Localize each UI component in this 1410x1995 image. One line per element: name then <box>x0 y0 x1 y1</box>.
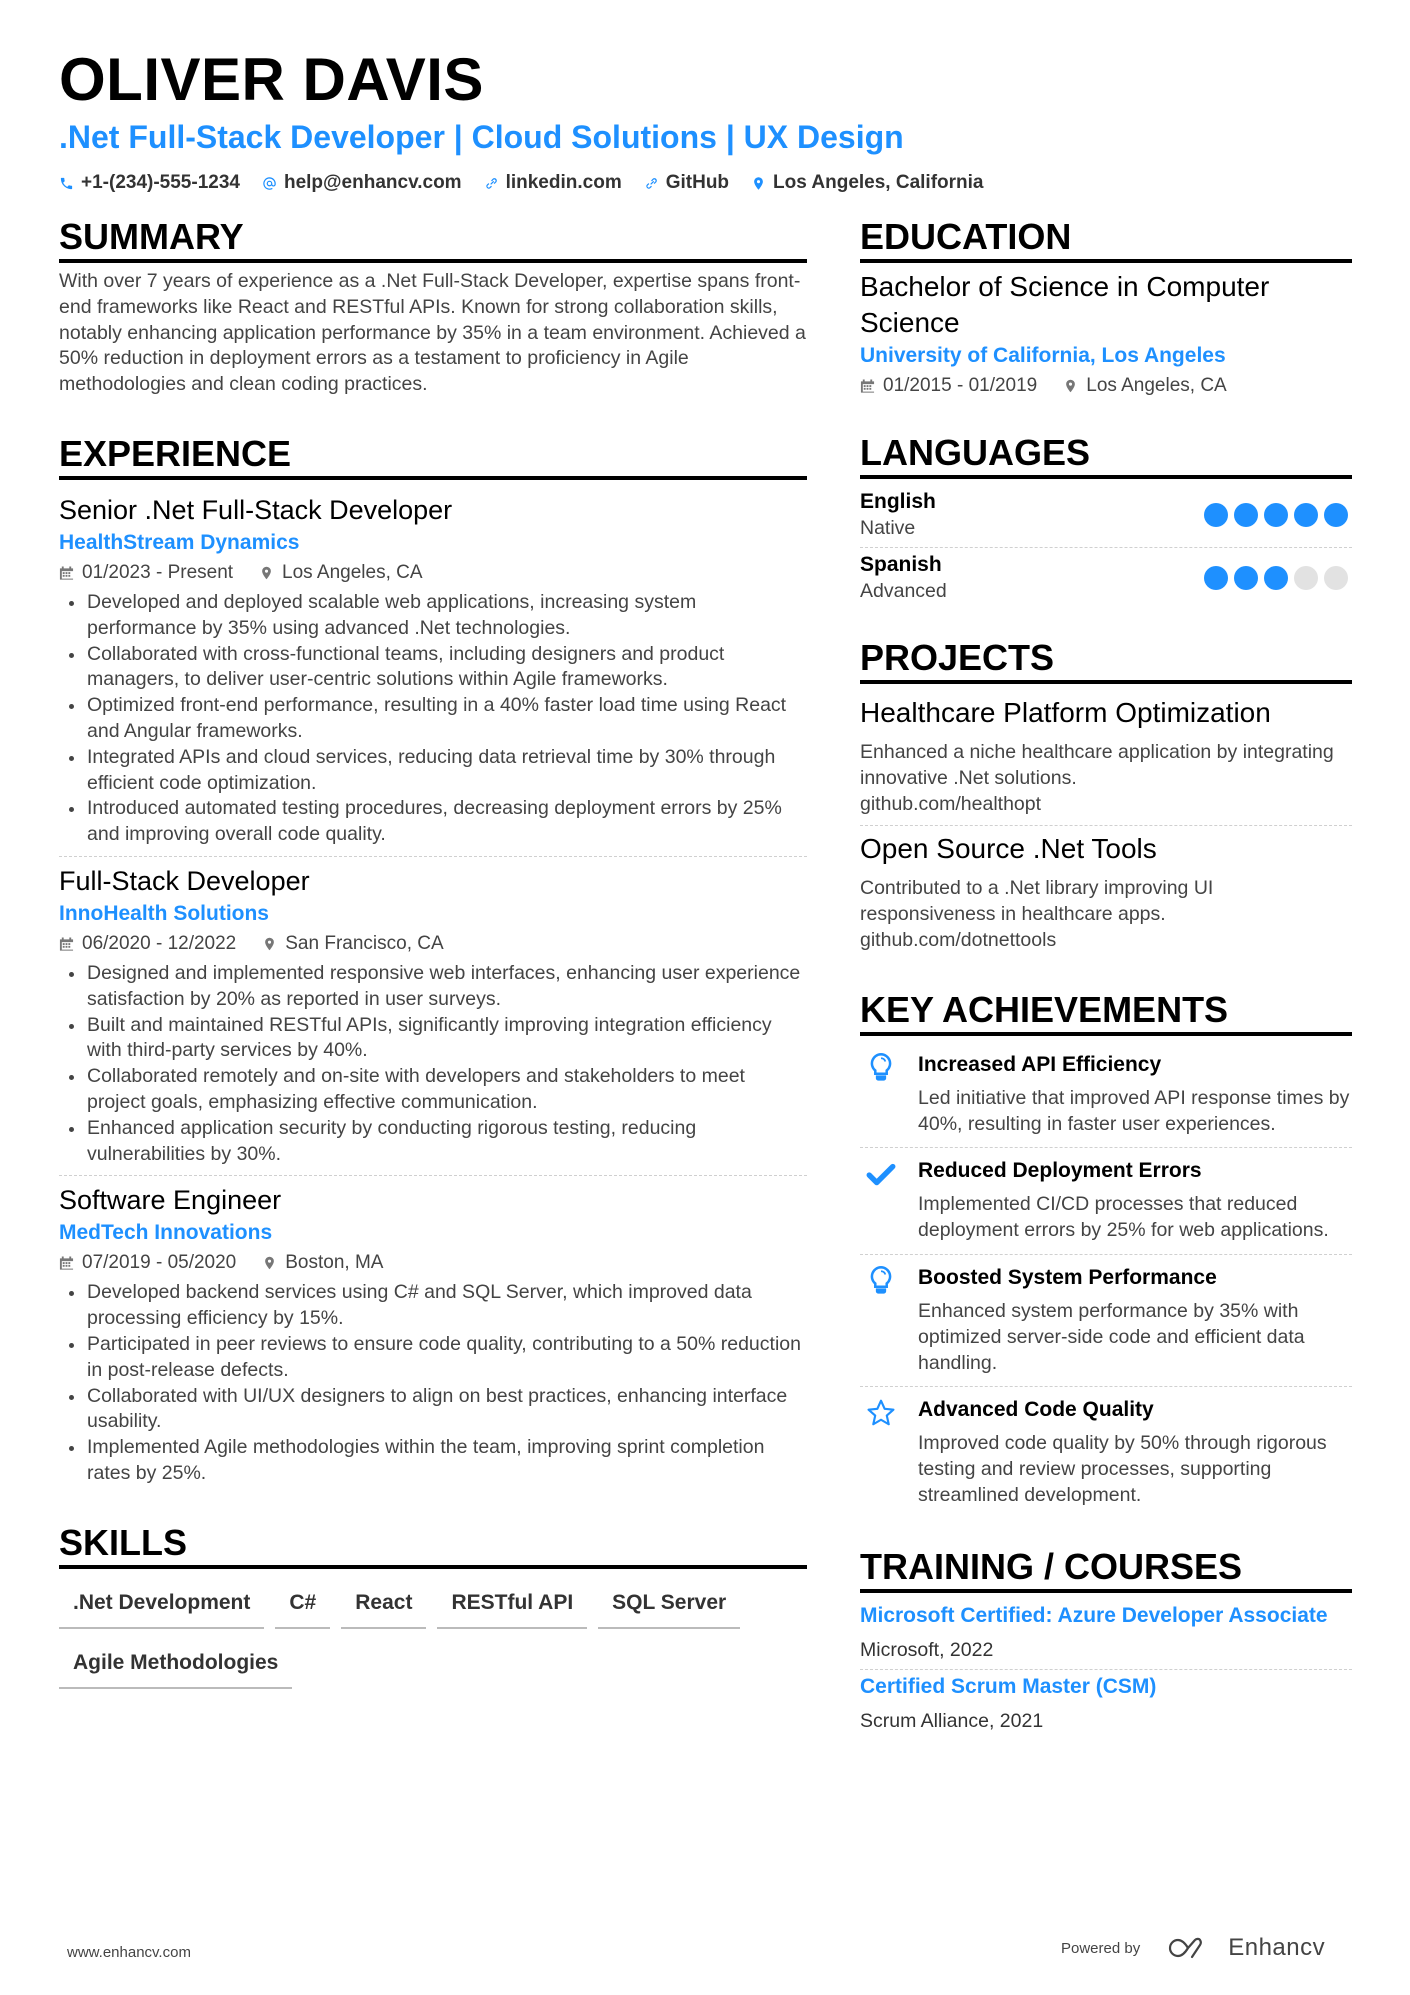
summary-text: With over 7 years of experience as a .Net Full-Stack Developer, expertise spans front-end frameworks like React and RESTful APIs. Known for strong collaboration skills, notably enhancing application performance by 35% in a team environment. Achieved a 50% reduction in deployment errors as a testament to proficiency in Agile methodologies and clean coding practices. <box>59 270 806 396</box>
language-level: Advanced <box>860 580 947 602</box>
github-text: GitHub <box>665 172 730 193</box>
rating-dot-filled <box>1264 566 1288 590</box>
job-meta <box>59 558 807 588</box>
achievement-item <box>860 1387 1352 1518</box>
rating-dot-filled <box>1234 566 1258 590</box>
language-level: Native <box>860 517 916 539</box>
skill-tag: SQL Server <box>598 1583 740 1629</box>
achievement-title: Increased API Efficiency <box>918 1052 1162 1076</box>
education-dates: 01/2015 - 01/2019 <box>860 371 1037 401</box>
achievement-description: Led initiative that improved API response times by 40%, resulting in faster user experiences. <box>918 1086 1350 1135</box>
rating-dot-filled <box>1204 566 1228 590</box>
achievement-description: Improved code quality by 50% through rigorous testing and review processes, supporting streamlined development. <box>918 1432 1327 1506</box>
achievement-description: Implemented CI/CD processes that reduced deployment errors by 25% for web applications. <box>918 1193 1329 1242</box>
languages-heading: LANGUAGES <box>860 431 1352 479</box>
job-bullets <box>59 590 807 848</box>
calendar-icon <box>59 936 74 952</box>
achievement-title: Reduced Deployment Errors <box>918 1159 1202 1183</box>
bullet-item: Collaborated remotely and on-site with developers and stakeholders to meet project goals, emphasizing effective communication. <box>59 1064 807 1116</box>
education-section <box>860 215 1352 401</box>
job-meta <box>59 929 807 959</box>
link-icon <box>484 176 499 191</box>
rating-dot-filled <box>1234 503 1258 527</box>
course-title: Certified Scrum Master (CSM) <box>860 1674 1157 1698</box>
star-icon <box>866 1397 896 1429</box>
company-name: MedTech Innovations <box>59 1221 273 1245</box>
phone-text: +1-(234)-555-1234 <box>81 172 240 193</box>
job-title: Full-Stack Developer <box>59 865 310 896</box>
bullet-item: Enhanced application security by conducting rigorous testing, reducing vulnerabilities by 30%. <box>59 1116 807 1168</box>
location-pin-icon <box>262 1255 277 1271</box>
experience-section <box>59 432 807 1495</box>
job-dates: 06/2020 - 12/2022 <box>59 929 236 959</box>
rating-dot-empty <box>1294 566 1318 590</box>
degree-title: Bachelor of Science in Computer Science <box>860 271 1270 338</box>
contact-phone[interactable] <box>59 172 240 194</box>
summary-section <box>59 215 807 398</box>
course-title: Microsoft Certified: Azure Developer Associate <box>860 1603 1328 1627</box>
contact-row <box>59 172 1359 194</box>
language-name: Spanish <box>860 553 942 576</box>
achievement-item <box>860 1042 1352 1149</box>
achievement-title: Boosted System Performance <box>918 1265 1217 1289</box>
project-title: Open Source .Net Tools <box>860 833 1157 865</box>
bullet-item: Introduced automated testing procedures, decreasing deployment errors by 25% and improving overall code quality. <box>59 796 807 848</box>
company-name: HealthStream Dynamics <box>59 530 300 554</box>
project-item <box>860 826 1352 961</box>
summary-heading: SUMMARY <box>59 215 807 263</box>
company-name: InnoHealth Solutions <box>59 901 269 925</box>
achievement-item <box>860 1148 1352 1255</box>
job-dates: 01/2023 - Present <box>59 558 233 588</box>
training-item <box>860 1670 1352 1740</box>
job-bullets <box>59 1280 807 1486</box>
language-rating <box>1204 503 1348 527</box>
calendar-icon <box>59 1255 74 1271</box>
languages-section <box>860 431 1352 610</box>
education-location: Los Angeles, CA <box>1063 371 1226 401</box>
rating-dot-filled <box>1204 503 1228 527</box>
projects-section <box>860 636 1352 962</box>
rating-dot-filled <box>1264 503 1288 527</box>
achievement-item <box>860 1255 1352 1387</box>
contact-github[interactable] <box>644 172 729 194</box>
achievement-description: Enhanced system performance by 35% with optimized server-side code and efficient data handling. <box>918 1299 1305 1374</box>
brand-logo[interactable] <box>1168 1934 1325 1962</box>
bullet-item: Optimized front-end performance, resulting in a 40% faster load time using React and Angular frameworks. <box>59 693 807 745</box>
skill-tag: Agile Methodologies <box>59 1643 292 1689</box>
skill-tag: RESTful API <box>437 1583 587 1629</box>
job-location: Los Angeles, CA <box>259 558 422 588</box>
bullet-item: Integrated APIs and cloud services, reducing data retrieval time by 30% through efficient code optimization. <box>59 745 807 797</box>
rating-dot-filled <box>1294 503 1318 527</box>
language-name: English <box>860 490 936 513</box>
calendar-icon <box>59 565 74 581</box>
bullet-item: Participated in peer reviews to ensure code quality, contributing to a 50% reduction in post-release defects. <box>59 1332 807 1384</box>
rating-dot-filled <box>1324 503 1348 527</box>
project-description: Contributed to a .Net library improving UI responsiveness in healthcare apps. <box>860 877 1214 926</box>
powered-by-label: Powered by <box>1061 1939 1141 1957</box>
language-item <box>860 548 1352 610</box>
job-title: Senior .Net Full-Stack Developer <box>59 494 453 525</box>
job-bullets <box>59 961 807 1167</box>
footer-branding <box>1061 1934 1325 1962</box>
skills-list <box>59 1575 807 1689</box>
phone-icon <box>59 176 74 191</box>
skills-section <box>59 1521 807 1689</box>
lightbulb-icon <box>866 1052 896 1084</box>
project-link[interactable]: github.com/dotnettools <box>860 928 1057 951</box>
footer-website[interactable]: www.enhancv.com <box>67 1944 191 1961</box>
linkedin-text: linkedin.com <box>505 172 622 193</box>
rating-dot-empty <box>1324 566 1348 590</box>
skill-tag: React <box>341 1583 426 1629</box>
candidate-headline: .Net Full-Stack Developer | Cloud Solutions | UX Design <box>59 119 904 155</box>
training-section <box>860 1545 1352 1740</box>
job-title: Software Engineer <box>59 1185 282 1216</box>
experience-item <box>59 1176 807 1494</box>
candidate-name: OLIVER DAVIS <box>59 46 484 113</box>
education-heading: EDUCATION <box>860 215 1352 263</box>
job-dates: 07/2019 - 05/2020 <box>59 1248 236 1278</box>
at-icon <box>262 176 277 191</box>
right-column <box>860 215 1352 1766</box>
resume-header <box>59 46 1359 194</box>
contact-linkedin[interactable] <box>484 172 622 194</box>
project-item <box>860 690 1352 826</box>
course-provider: Microsoft, 2022 <box>860 1638 994 1661</box>
left-column <box>59 215 807 1715</box>
email-text: help@enhancv.com <box>283 172 462 193</box>
job-location: Boston, MA <box>262 1248 383 1278</box>
location-pin-icon <box>751 176 766 191</box>
experience-heading: EXPERIENCE <box>59 432 807 480</box>
checkmark-icon <box>866 1158 896 1190</box>
brand-name: Enhancv <box>1228 1934 1326 1961</box>
language-rating <box>1204 566 1348 590</box>
enhancv-logo-icon <box>1168 1936 1214 1960</box>
contact-email[interactable] <box>262 172 462 194</box>
project-title: Healthcare Platform Optimization <box>860 697 1271 728</box>
bullet-item: Collaborated with cross-functional teams, including designers and product managers, to deliver user-centric solutions within Agile frameworks. <box>59 642 807 694</box>
achievement-title: Advanced Code Quality <box>918 1398 1154 1422</box>
location-pin-icon <box>262 936 277 952</box>
training-heading: TRAINING / COURSES <box>860 1545 1352 1593</box>
bullet-item: Collaborated with UI/UX designers to align on best practices, enhancing interface usability. <box>59 1384 807 1436</box>
job-meta <box>59 1248 807 1278</box>
experience-item <box>59 486 807 857</box>
project-description: Enhanced a niche healthcare application by integrating innovative .Net solutions. <box>860 741 1334 789</box>
location-pin-icon <box>1063 378 1078 394</box>
link-icon <box>644 176 659 191</box>
lightbulb-icon <box>866 1265 896 1297</box>
school-name: University of California, Los Angeles <box>860 344 1226 367</box>
calendar-icon <box>860 378 875 394</box>
location-pin-icon <box>259 565 274 581</box>
job-location: San Francisco, CA <box>262 929 443 959</box>
bullet-item: Implemented Agile methodologies within the team, improving sprint completion rates by 25%. <box>59 1435 807 1487</box>
bullet-item: Built and maintained RESTful APIs, significantly improving integration efficiency with third-party services by 40%. <box>59 1013 807 1065</box>
language-item <box>860 485 1352 548</box>
training-item <box>860 1599 1352 1670</box>
contact-location <box>751 172 983 194</box>
achievements-section <box>860 988 1352 1519</box>
skill-tag: .Net Development <box>59 1583 264 1629</box>
projects-heading: PROJECTS <box>860 636 1352 684</box>
location-text: Los Angeles, California <box>773 172 984 193</box>
skill-tag: C# <box>275 1583 330 1629</box>
achievements-heading: KEY ACHIEVEMENTS <box>860 988 1352 1036</box>
experience-item <box>59 857 807 1176</box>
course-provider: Scrum Alliance, 2021 <box>860 1709 1044 1732</box>
project-link[interactable]: github.com/healthopt <box>860 792 1042 815</box>
bullet-item: Developed backend services using C# and SQL Server, which improved data processing efficiency by 15%. <box>59 1280 807 1332</box>
bullet-item: Developed and deployed scalable web applications, increasing system performance by 35% using advanced .Net technologies. <box>59 590 807 642</box>
skills-heading: SKILLS <box>59 1521 807 1569</box>
bullet-item: Designed and implemented responsive web interfaces, enhancing user experience satisfaction by 20% as reported in user surveys. <box>59 961 807 1013</box>
education-meta <box>860 371 1352 401</box>
